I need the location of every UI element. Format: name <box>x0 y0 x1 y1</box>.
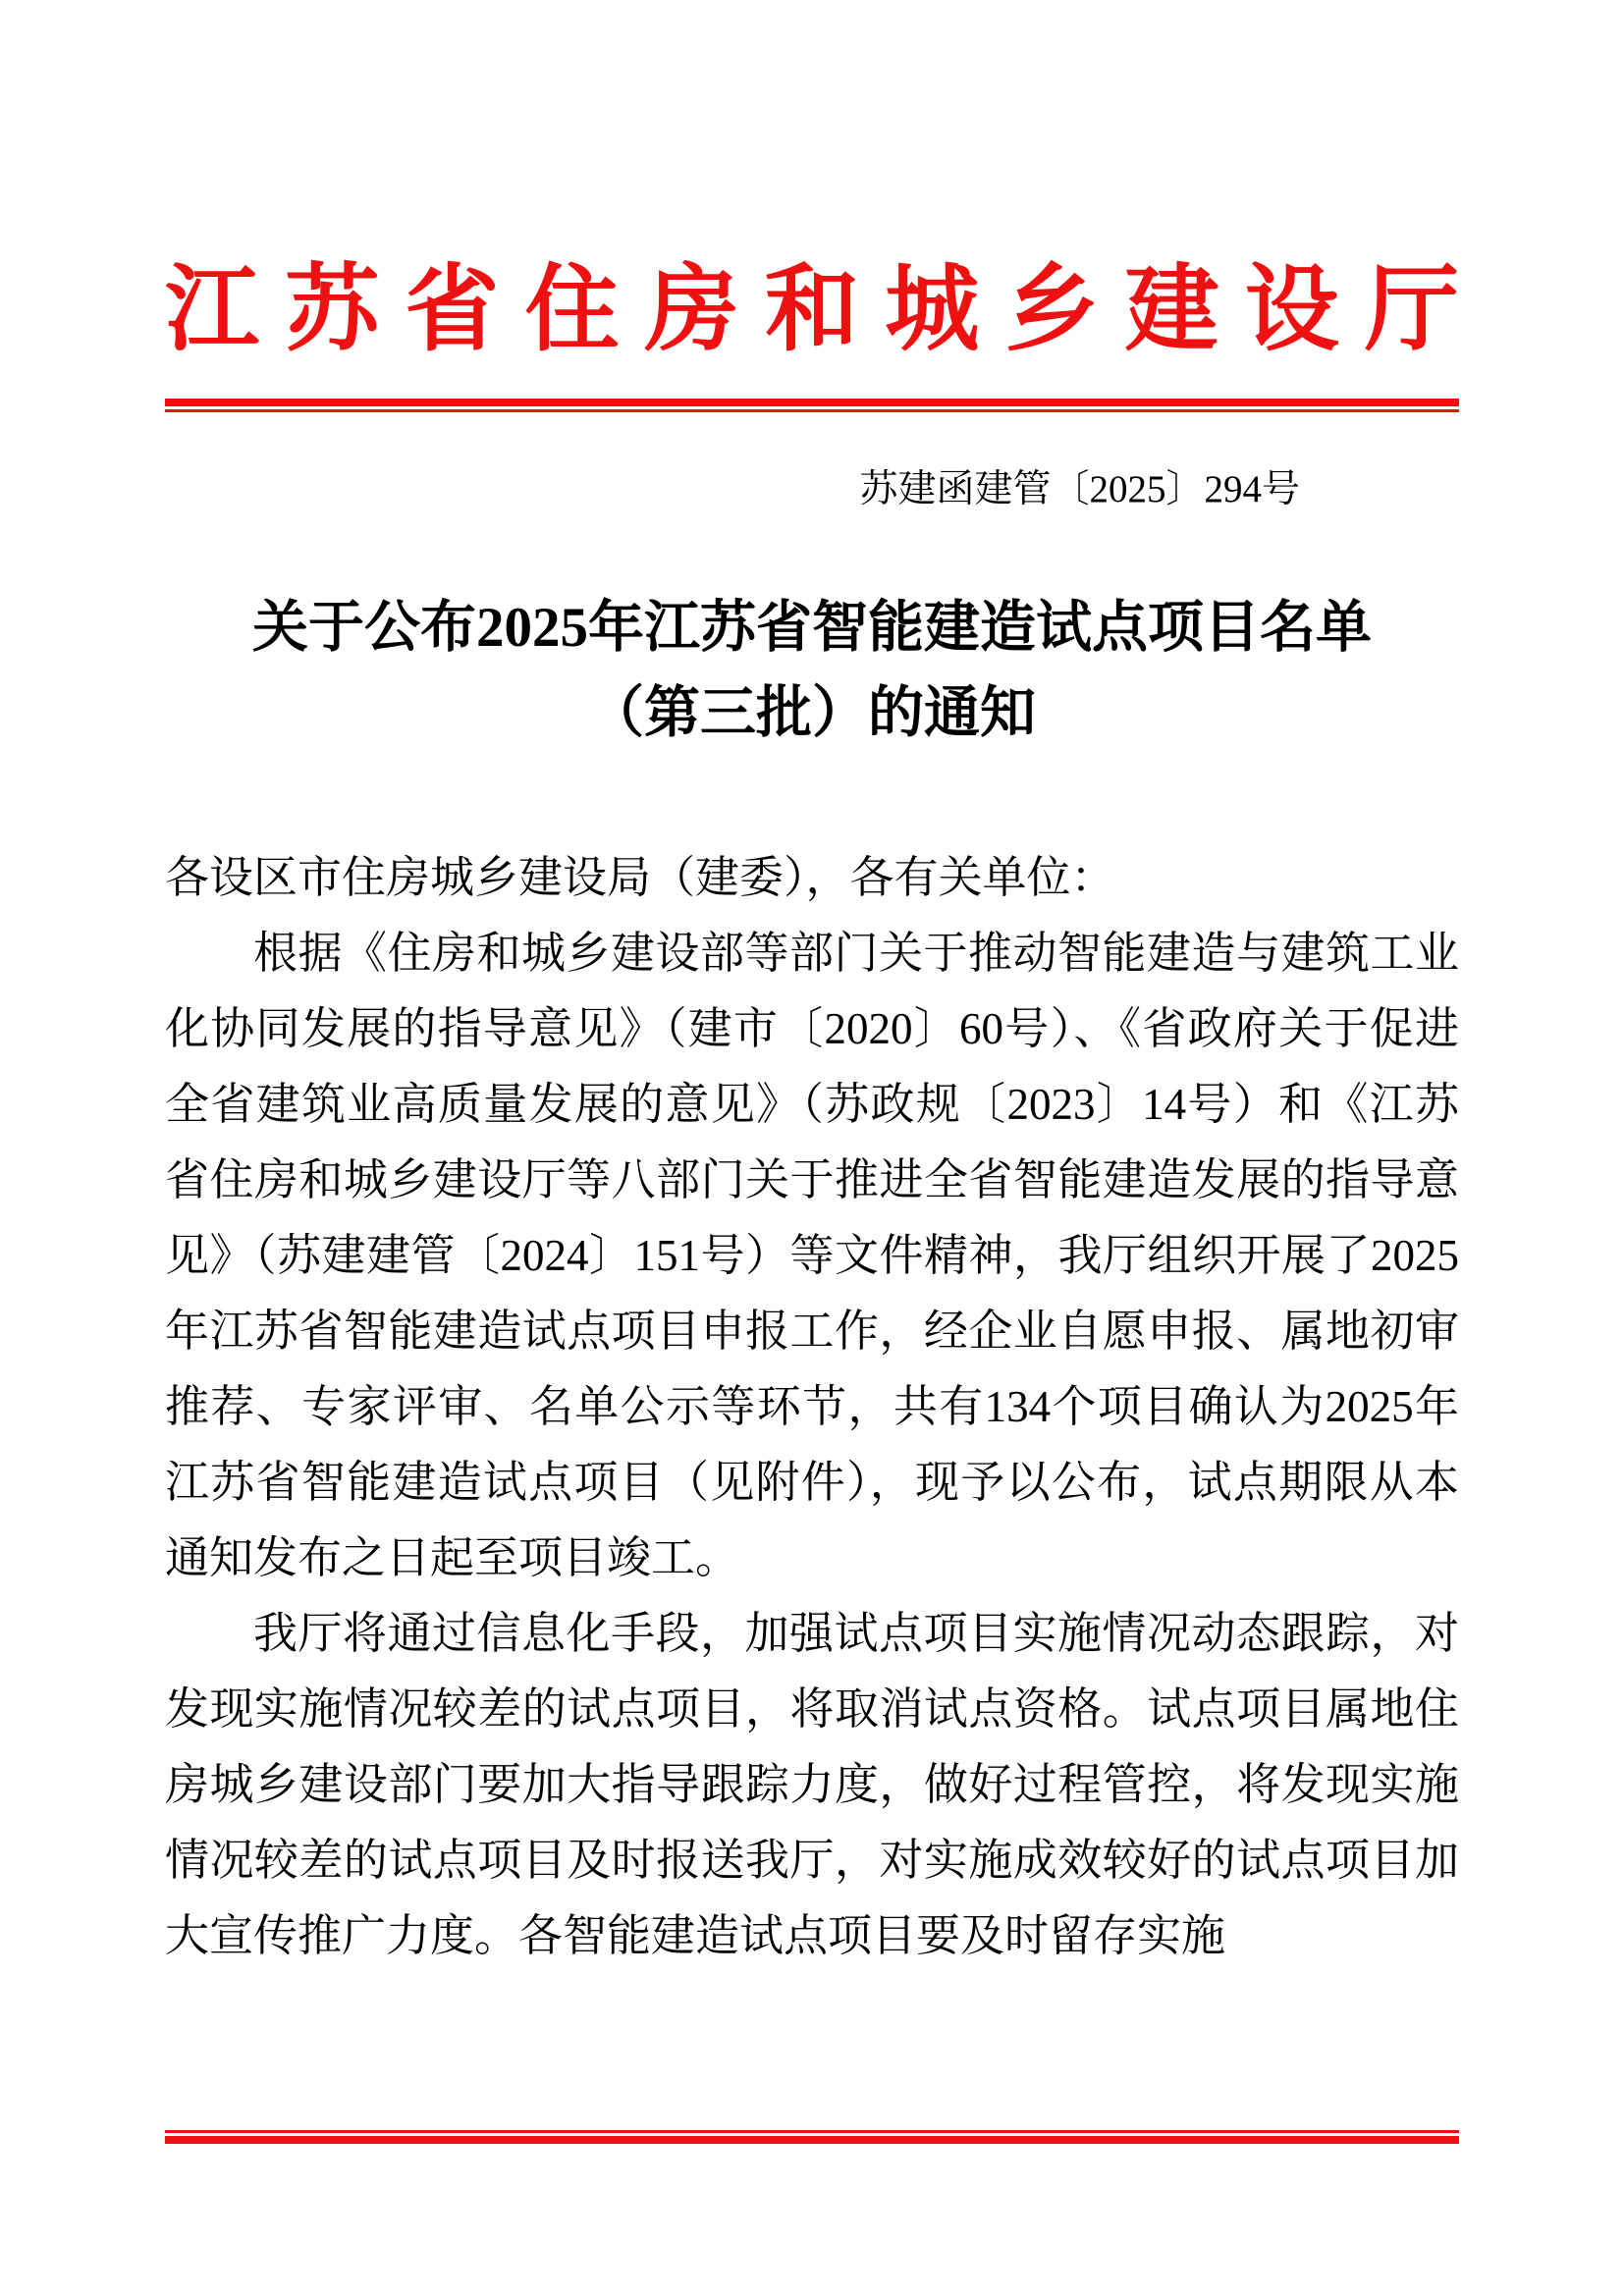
body-paragraph-1: 根据《住房和城乡建设部等部门关于推动智能建造与建筑工业化协同发展的指导意见》（建市〔2020〕60号）、《省政府关于促进全省建筑业高质量发展的意见》（苏政规〔2023〕14号）和《江苏省住房和城乡建设厅等八部门关于推进全省智能建造发展的指导意见》（苏建建管〔2024〕151号）等文件精神，我厅组织开展了2025年江苏省智能建造试点项目申报工作，经企业自愿申报、属地初审推荐、专家评审、名单公示等环节，共有134个项目确认为2025年江苏省智能建造试点项目（见附件），现予以公布，试点期限从本通知发布之日起至项目竣工。 <box>165 929 1459 1582</box>
agency-title: 江苏省住房和城乡建设厅 <box>165 257 1459 362</box>
header-divider-thin-bar <box>165 409 1459 412</box>
footer-divider-rule <box>165 2130 1459 2144</box>
notice-title-line2: （第三批）的通知 <box>588 682 1036 744</box>
notice-title-line1: 关于公布2025年江苏省智能建造试点项目名单 <box>252 597 1372 659</box>
document-number: 苏建函建管〔2025〕294号 <box>859 468 1300 510</box>
header-divider-rule <box>165 399 1459 412</box>
footer-divider-thick-bar <box>165 2136 1459 2144</box>
body-paragraph-2: 我厅将通过信息化手段，加强试点项目实施情况动态跟踪，对发现实施情况较差的试点项目，将取消试点资格。试点项目属地住房城乡建设部门要加大指导跟踪力度，做好过程管控，将发现实施情况较差的试点项目及时报送我厅，对实施成效较好的试点项目加大宣传推广力度。各智能建造试点项目要及时留存实施 <box>165 1609 1459 1960</box>
salutation: 各设区市住房城乡建设局（建委），各有关单位： <box>165 853 1115 902</box>
notice-title <box>165 585 1459 756</box>
footer-divider-thin-bar <box>165 2130 1459 2133</box>
notice-body <box>165 840 1459 1974</box>
header-divider-thick-bar <box>165 399 1459 406</box>
